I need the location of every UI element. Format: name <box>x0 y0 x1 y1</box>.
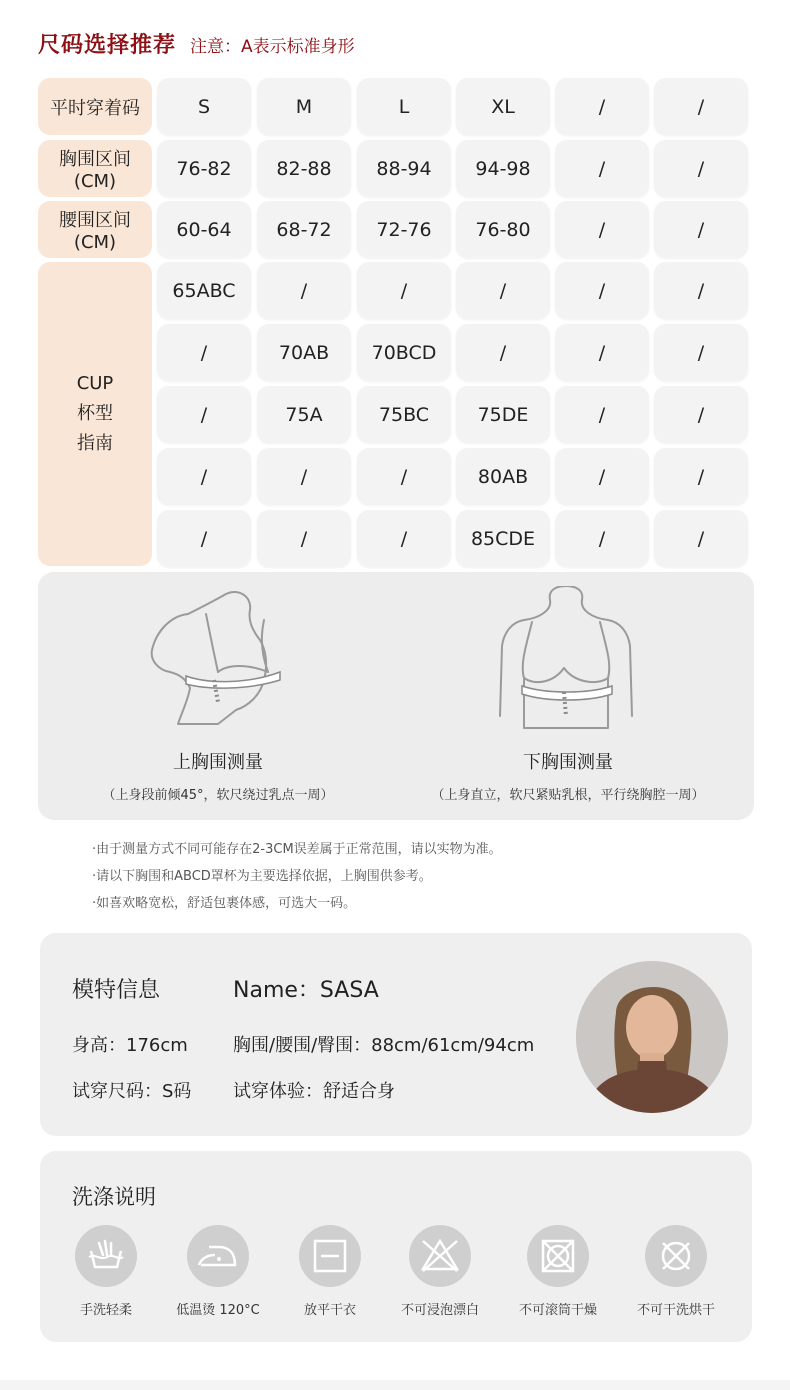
wash-title: 洗涤说明 <box>72 1185 156 1209</box>
wash-item <box>616 1225 736 1318</box>
cup-cell: / <box>555 262 649 319</box>
model-trial-feel: 试穿体验：舒适合身 <box>233 1081 395 1102</box>
size-cell: 76-82 <box>157 140 251 197</box>
section-header <box>38 28 355 58</box>
cup-cell: 70BCD <box>357 324 451 381</box>
size-cell: L <box>357 78 451 135</box>
cup-cell: / <box>654 510 748 567</box>
model-trial-size: 试穿尺码：S码 <box>72 1081 192 1102</box>
size-cell: 72-76 <box>357 201 451 258</box>
header-note: 注意：A表示标准身形 <box>190 37 355 57</box>
page-title: 尺码选择推荐 <box>38 33 177 58</box>
wash-label: 手洗轻柔 <box>79 1303 132 1318</box>
cup-cell: / <box>654 386 748 443</box>
no-dry-clean-icon <box>645 1225 707 1287</box>
cup-label-line: CUP <box>76 373 114 394</box>
size-cell: / <box>654 78 748 135</box>
hand-wash-icon <box>75 1225 137 1287</box>
wash-item <box>158 1225 278 1318</box>
wash-item <box>270 1225 390 1318</box>
model-name: Name：SASA <box>233 978 379 1003</box>
size-cell: / <box>555 201 649 258</box>
cup-cell: / <box>257 510 351 567</box>
note-line: ·请以下胸围和ABCD罩杯为主要选择依据，上胸围供参考。 <box>92 869 432 884</box>
model-heading: 模特信息 <box>72 978 161 1003</box>
cup-label-line: 杯型 <box>77 403 113 424</box>
size-cell: / <box>654 140 748 197</box>
cup-cell: / <box>654 448 748 505</box>
row-label: 平时穿着码 <box>38 78 152 135</box>
cup-cell: / <box>157 386 251 443</box>
cup-cell: / <box>654 324 748 381</box>
no-tumble-dry-icon <box>527 1225 589 1287</box>
size-cell: 76-80 <box>456 201 550 258</box>
model-avatar <box>576 961 728 1113</box>
cup-cell: / <box>157 324 251 381</box>
lower-chest-figure-icon <box>496 586 636 731</box>
wash-label: 不可浸泡漂白 <box>400 1303 479 1318</box>
model-info-panel <box>40 933 752 1136</box>
size-cell: 82-88 <box>257 140 351 197</box>
size-cell: / <box>555 78 649 135</box>
note-line: ·如喜欢略宽松，舒适包裹体感，可选大一码。 <box>92 896 357 911</box>
cup-cell: / <box>555 448 649 505</box>
cup-cell: / <box>357 448 451 505</box>
cup-cell: 65ABC <box>157 262 251 319</box>
wash-label: 不可干洗烘干 <box>636 1303 715 1318</box>
lower-chest-caption <box>408 748 728 803</box>
upper-chest-caption <box>78 748 358 803</box>
cup-cell: 80AB <box>456 448 550 505</box>
cup-label-line: 指南 <box>77 433 113 454</box>
lower-chest-desc: （上身直立，软尺紧贴乳根，平行绕胸腔一周） <box>431 788 705 803</box>
size-cell: 88-94 <box>357 140 451 197</box>
note-line: ·由于测量方式不同可能存在2-3CM误差属于正常范围，请以实物为准。 <box>92 842 502 857</box>
size-cell: S <box>157 78 251 135</box>
cup-guide-label <box>38 262 152 566</box>
cup-cell: / <box>157 448 251 505</box>
wash-instructions-panel <box>40 1151 752 1342</box>
wash-item <box>380 1225 500 1318</box>
model-height: 身高：176cm <box>72 1035 188 1056</box>
size-cell: 68-72 <box>257 201 351 258</box>
cup-cell: 75A <box>257 386 351 443</box>
no-bleach-icon <box>409 1225 471 1287</box>
upper-chest-desc: （上身段前倾45°，软尺绕过乳点一周） <box>102 788 334 803</box>
size-notes <box>92 836 502 917</box>
wash-item <box>498 1225 618 1318</box>
low-iron-icon <box>187 1225 249 1287</box>
bottom-divider <box>0 1380 790 1390</box>
cup-cell: / <box>257 262 351 319</box>
upper-chest-figure-icon <box>148 584 288 729</box>
cup-cell: / <box>555 324 649 381</box>
cup-cell: / <box>555 510 649 567</box>
lower-chest-title: 下胸围测量 <box>523 752 613 773</box>
cup-cell: 75DE <box>456 386 550 443</box>
dry-flat-icon <box>299 1225 361 1287</box>
size-cell: XL <box>456 78 550 135</box>
cup-cell: / <box>456 262 550 319</box>
cup-cell: / <box>157 510 251 567</box>
upper-chest-title: 上胸围测量 <box>173 752 263 773</box>
size-cell: M <box>257 78 351 135</box>
cup-cell: 75BC <box>357 386 451 443</box>
size-cell: / <box>555 140 649 197</box>
cup-cell: 85CDE <box>456 510 550 567</box>
cup-cell: / <box>456 324 550 381</box>
cup-cell: / <box>555 386 649 443</box>
cup-cell: 70AB <box>257 324 351 381</box>
measurement-guide <box>38 572 754 820</box>
model-measurements: 胸围/腰围/臀围：88cm/61cm/94cm <box>233 1035 535 1056</box>
size-cell: / <box>654 201 748 258</box>
wash-item <box>46 1225 166 1318</box>
size-cell: 94-98 <box>456 140 550 197</box>
wash-label: 放平干衣 <box>303 1303 356 1318</box>
cup-cell: / <box>257 448 351 505</box>
cup-cell: / <box>357 262 451 319</box>
wash-label: 不可滚筒干燥 <box>518 1303 597 1318</box>
size-cell: 60-64 <box>157 201 251 258</box>
row-label: 腰围区间(CM) <box>38 201 152 258</box>
wash-label: 低温烫 120°C <box>176 1303 260 1318</box>
cup-cell: / <box>357 510 451 567</box>
cup-cell: / <box>654 262 748 319</box>
row-label: 胸围区间(CM) <box>38 140 152 197</box>
